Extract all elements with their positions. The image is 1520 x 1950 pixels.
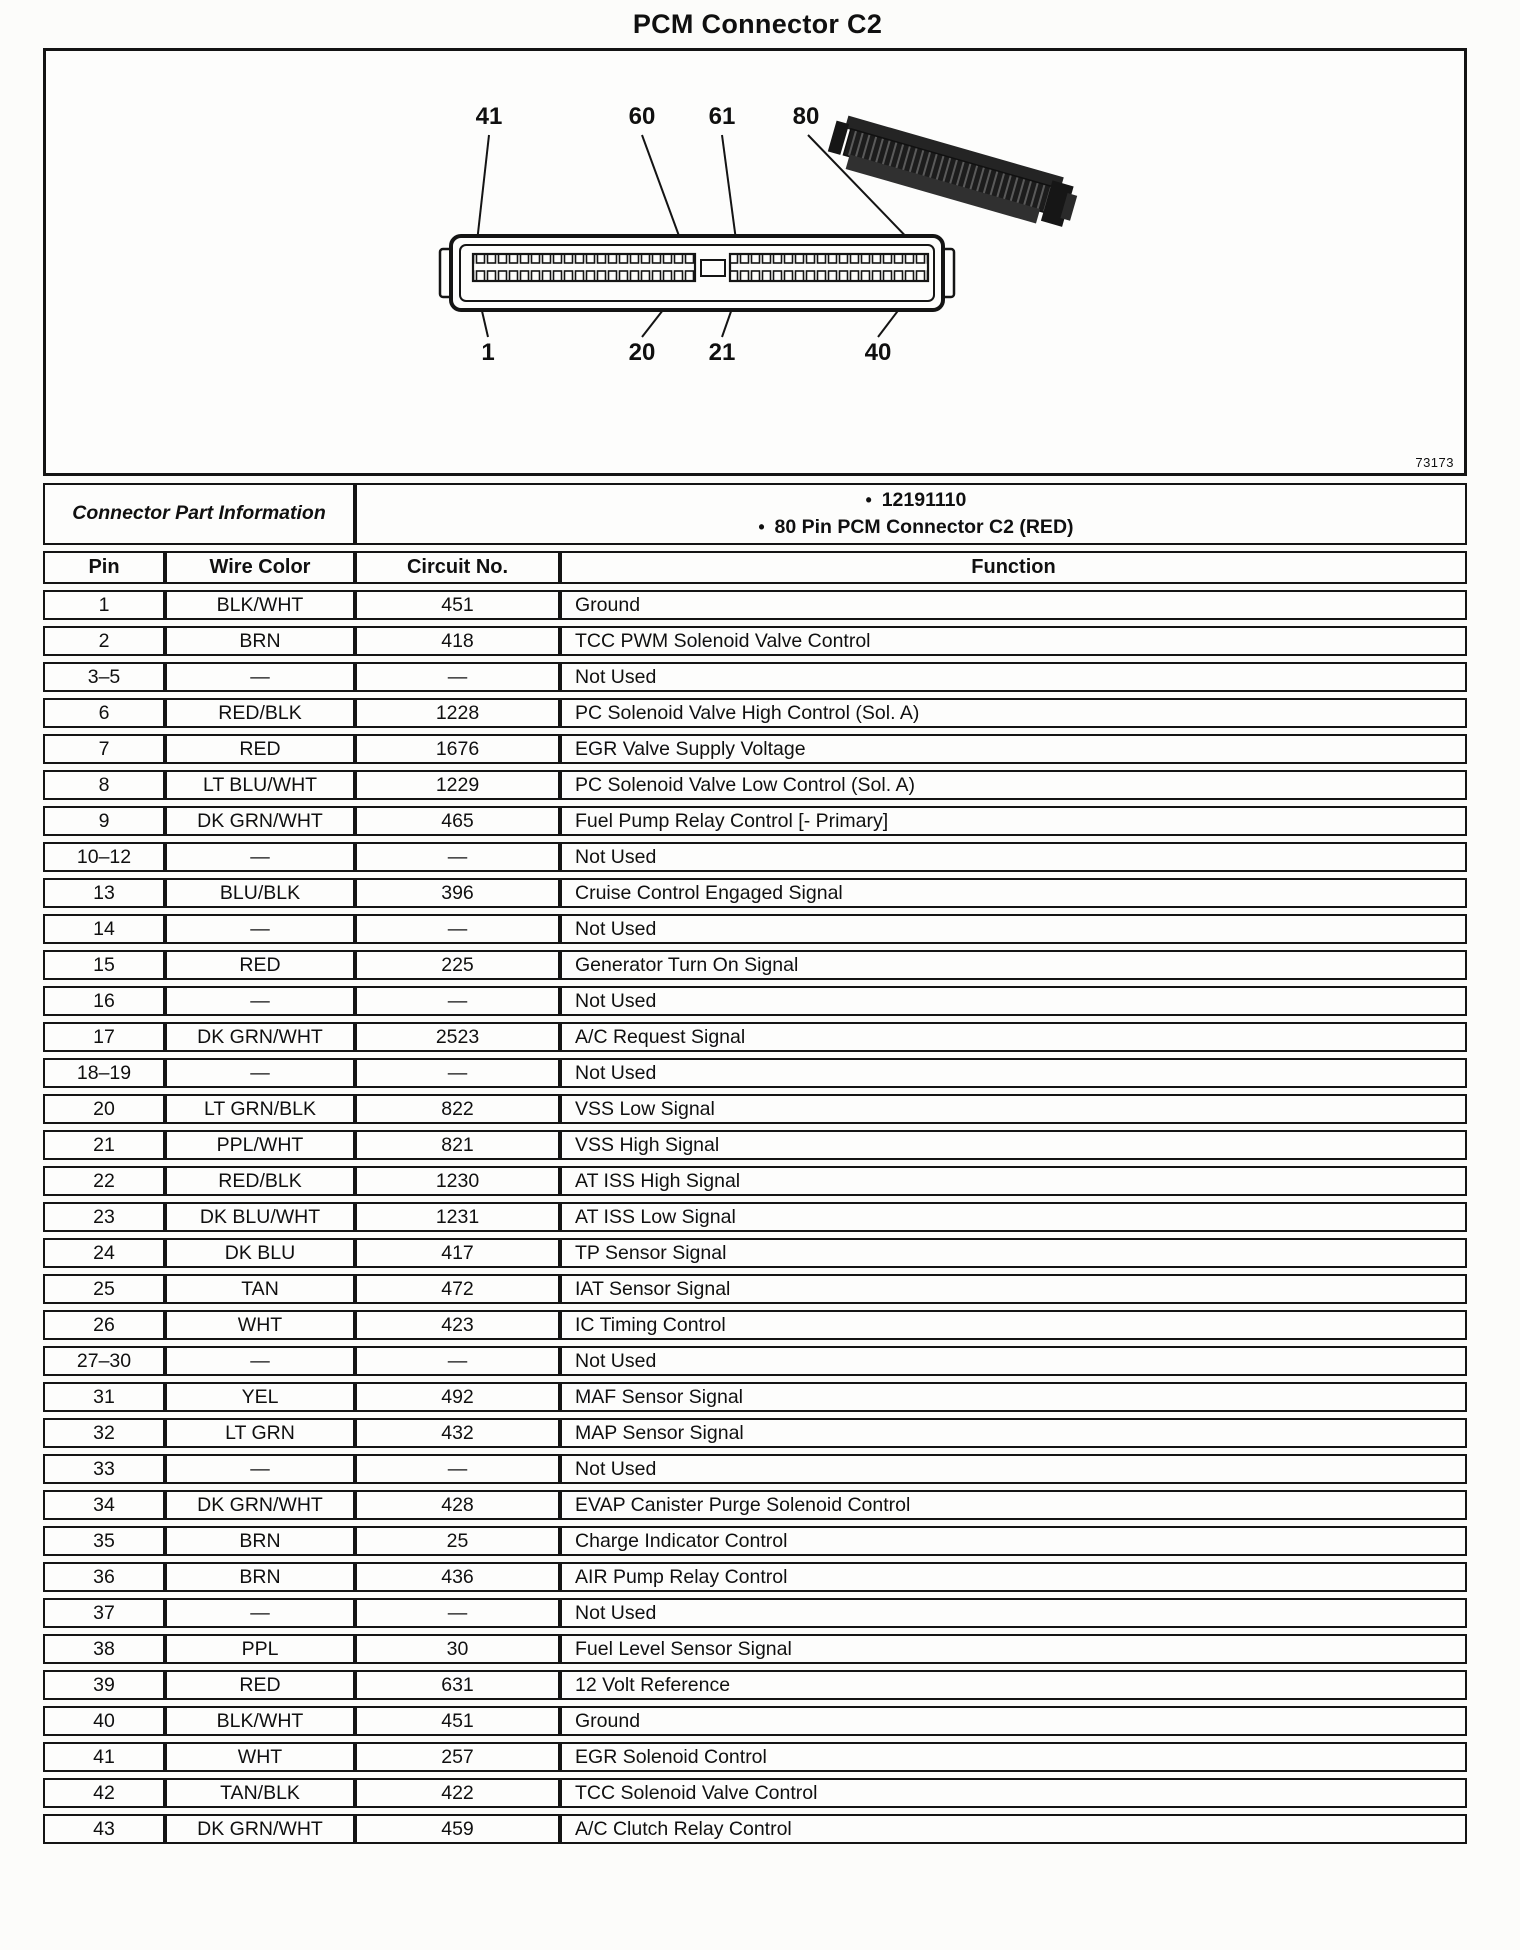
circuit-cell: 428 (355, 1490, 560, 1520)
function-cell: IAT Sensor Signal (560, 1274, 1467, 1304)
function-cell: TCC PWM Solenoid Valve Control (560, 626, 1467, 656)
circuit-cell: — (355, 1346, 560, 1376)
wire-color-cell: TAN/BLK (165, 1778, 355, 1808)
connector-drawing (46, 51, 1470, 475)
pin-cell: 26 (43, 1310, 165, 1340)
circuit-cell: — (355, 1598, 560, 1628)
wire-color-cell: — (165, 1058, 355, 1088)
table-row (43, 698, 1467, 728)
circuit-cell: 822 (355, 1094, 560, 1124)
pin-callout-21: 21 (708, 339, 736, 366)
table-row (43, 878, 1467, 908)
circuit-cell: 492 (355, 1382, 560, 1412)
circuit-cell: 1676 (355, 734, 560, 764)
function-cell: Ground (560, 1706, 1467, 1736)
wire-color-cell: WHT (165, 1310, 355, 1340)
pin-callout-61: 61 (708, 103, 736, 130)
function-cell: Not Used (560, 842, 1467, 872)
pin-callout-80: 80 (792, 103, 820, 130)
function-cell: Not Used (560, 1058, 1467, 1088)
table-row (43, 1022, 1467, 1052)
part-info-row (43, 483, 1467, 545)
header-wire: Wire Color (165, 551, 355, 584)
pin-cell: 32 (43, 1418, 165, 1448)
part-number: 12191110 (881, 489, 967, 511)
function-cell: Not Used (560, 914, 1467, 944)
table-row (43, 806, 1467, 836)
wire-color-cell: DK GRN/WHT (165, 1022, 355, 1052)
wire-color-cell: RED/BLK (165, 698, 355, 728)
wire-color-cell: PPL (165, 1634, 355, 1664)
table-row (43, 1598, 1467, 1628)
pin-callout-1: 1 (481, 339, 495, 366)
table-row (43, 1382, 1467, 1412)
pin-cell: 31 (43, 1382, 165, 1412)
table-row (43, 626, 1467, 656)
circuit-cell: 418 (355, 626, 560, 656)
pin-cell: 23 (43, 1202, 165, 1232)
wire-color-cell: — (165, 1598, 355, 1628)
table-row (43, 1238, 1467, 1268)
table-row (43, 770, 1467, 800)
circuit-cell: 225 (355, 950, 560, 980)
table-row (43, 842, 1467, 872)
header-pin: Pin (43, 551, 165, 584)
function-cell: A/C Request Signal (560, 1022, 1467, 1052)
table-row (43, 1490, 1467, 1520)
pin-cell: 43 (43, 1814, 165, 1844)
wire-color-cell: — (165, 1454, 355, 1484)
function-cell: EVAP Canister Purge Solenoid Control (560, 1490, 1467, 1520)
circuit-cell: 30 (355, 1634, 560, 1664)
pin-cell: 21 (43, 1130, 165, 1160)
circuit-cell: 2523 (355, 1022, 560, 1052)
circuit-cell: — (355, 842, 560, 872)
circuit-cell: 432 (355, 1418, 560, 1448)
figure-number: 73173 (1415, 455, 1454, 470)
pin-cell: 6 (43, 698, 165, 728)
pin-cell: 20 (43, 1094, 165, 1124)
circuit-cell: 25 (355, 1526, 560, 1556)
table-row (43, 914, 1467, 944)
pin-cell: 33 (43, 1454, 165, 1484)
pin-cell: 25 (43, 1274, 165, 1304)
function-cell: AT ISS High Signal (560, 1166, 1467, 1196)
pin-cell: 35 (43, 1526, 165, 1556)
wire-color-cell: BLK/WHT (165, 1706, 355, 1736)
connector-description: 80 Pin PCM Connector C2 (RED) (774, 516, 1074, 538)
table-row (43, 1562, 1467, 1592)
function-cell: EGR Solenoid Control (560, 1742, 1467, 1772)
table-row (43, 1310, 1467, 1340)
table-row (43, 590, 1467, 620)
wire-color-cell: RED/BLK (165, 1166, 355, 1196)
circuit-cell: 472 (355, 1274, 560, 1304)
function-cell: Fuel Pump Relay Control [- Primary] (560, 806, 1467, 836)
wire-color-cell: — (165, 914, 355, 944)
function-cell: 12 Volt Reference (560, 1670, 1467, 1700)
pinout-table (43, 477, 1467, 1850)
function-cell: PC Solenoid Valve Low Control (Sol. A) (560, 770, 1467, 800)
connector-iso-view (824, 113, 1081, 232)
function-cell: AIR Pump Relay Control (560, 1562, 1467, 1592)
circuit-cell: 396 (355, 878, 560, 908)
pin-cell: 22 (43, 1166, 165, 1196)
function-cell: A/C Clutch Relay Control (560, 1814, 1467, 1844)
function-cell: Charge Indicator Control (560, 1526, 1467, 1556)
wire-color-cell: BRN (165, 1526, 355, 1556)
pin-cell: 3–5 (43, 662, 165, 692)
circuit-cell: — (355, 986, 560, 1016)
pin-callout-60: 60 (628, 103, 656, 130)
table-row (43, 1094, 1467, 1124)
function-cell: AT ISS Low Signal (560, 1202, 1467, 1232)
function-cell: Generator Turn On Signal (560, 950, 1467, 980)
wire-color-cell: DK BLU/WHT (165, 1202, 355, 1232)
table-row (43, 1418, 1467, 1448)
table-row (43, 1274, 1467, 1304)
pin-callout-20: 20 (628, 339, 656, 366)
circuit-cell: — (355, 914, 560, 944)
function-cell: VSS High Signal (560, 1130, 1467, 1160)
table-row (43, 1058, 1467, 1088)
wire-color-cell: DK GRN/WHT (165, 1814, 355, 1844)
circuit-cell: 257 (355, 1742, 560, 1772)
wire-color-cell: DK GRN/WHT (165, 1490, 355, 1520)
pin-cell: 13 (43, 878, 165, 908)
table-row (43, 1130, 1467, 1160)
table-row (43, 1526, 1467, 1556)
connector-part-info-label: Connector Part Information (43, 483, 355, 545)
connector-description-line (361, 514, 1461, 541)
table-row (43, 1742, 1467, 1772)
pin-cell: 36 (43, 1562, 165, 1592)
function-cell: Ground (560, 590, 1467, 620)
function-cell: Cruise Control Engaged Signal (560, 878, 1467, 908)
pin-cell: 42 (43, 1778, 165, 1808)
function-cell: MAP Sensor Signal (560, 1418, 1467, 1448)
function-cell: Not Used (560, 1346, 1467, 1376)
connector-diagram (43, 48, 1467, 476)
pin-cell: 2 (43, 626, 165, 656)
pin-cell: 7 (43, 734, 165, 764)
connector-part-info-values (355, 483, 1467, 545)
function-cell: IC Timing Control (560, 1310, 1467, 1340)
table-row (43, 1166, 1467, 1196)
table-row (43, 1202, 1467, 1232)
connector-front-view (440, 236, 954, 310)
pin-cell: 8 (43, 770, 165, 800)
function-cell: Not Used (560, 1454, 1467, 1484)
page-title: PCM Connector C2 (632, 9, 883, 39)
wire-color-cell: BLU/BLK (165, 878, 355, 908)
table-row (43, 1670, 1467, 1700)
part-number-line (361, 487, 1461, 514)
function-cell: PC Solenoid Valve High Control (Sol. A) (560, 698, 1467, 728)
table-row (43, 1706, 1467, 1736)
header-function: Function (560, 551, 1467, 584)
pin-cell: 10–12 (43, 842, 165, 872)
pin-cell: 41 (43, 1742, 165, 1772)
wire-color-cell: — (165, 986, 355, 1016)
wire-color-cell: — (165, 662, 355, 692)
header-circuit: Circuit No. (355, 551, 560, 584)
pin-cell: 16 (43, 986, 165, 1016)
table-row (43, 662, 1467, 692)
function-cell: Not Used (560, 1598, 1467, 1628)
circuit-cell: 451 (355, 590, 560, 620)
pin-cell: 40 (43, 1706, 165, 1736)
wire-color-cell: DK GRN/WHT (165, 806, 355, 836)
wire-color-cell: TAN (165, 1274, 355, 1304)
circuit-cell: 451 (355, 1706, 560, 1736)
pin-cell: 37 (43, 1598, 165, 1628)
circuit-cell: 422 (355, 1778, 560, 1808)
pin-cell: 27–30 (43, 1346, 165, 1376)
function-cell: TCC Solenoid Valve Control (560, 1778, 1467, 1808)
circuit-cell: 417 (355, 1238, 560, 1268)
circuit-cell: 631 (355, 1670, 560, 1700)
circuit-cell: 821 (355, 1130, 560, 1160)
table-row (43, 734, 1467, 764)
circuit-cell: 1230 (355, 1166, 560, 1196)
pin-callout-41: 41 (475, 103, 503, 130)
wire-color-cell: WHT (165, 1742, 355, 1772)
wire-color-cell: BRN (165, 1562, 355, 1592)
function-cell: Not Used (560, 662, 1467, 692)
wire-color-cell: PPL/WHT (165, 1130, 355, 1160)
pin-cell: 39 (43, 1670, 165, 1700)
circuit-cell: 459 (355, 1814, 560, 1844)
wire-color-cell: LT GRN/BLK (165, 1094, 355, 1124)
pin-cell: 34 (43, 1490, 165, 1520)
circuit-cell: — (355, 1454, 560, 1484)
bullet-icon: • (758, 517, 765, 537)
bullet-icon: • (865, 490, 872, 510)
table-row (43, 1346, 1467, 1376)
pin-callout-40: 40 (864, 339, 892, 366)
circuit-cell: — (355, 1058, 560, 1088)
pin-cell: 18–19 (43, 1058, 165, 1088)
pin-cell: 17 (43, 1022, 165, 1052)
pin-cell: 14 (43, 914, 165, 944)
function-cell: Not Used (560, 986, 1467, 1016)
circuit-cell: 1229 (355, 770, 560, 800)
function-cell: MAF Sensor Signal (560, 1382, 1467, 1412)
circuit-cell: 436 (355, 1562, 560, 1592)
circuit-cell: 465 (355, 806, 560, 836)
circuit-cell: — (355, 662, 560, 692)
pin-cell: 15 (43, 950, 165, 980)
table-row (43, 1454, 1467, 1484)
pin-cell: 9 (43, 806, 165, 836)
table-header-row (43, 551, 1467, 584)
wire-color-cell: LT GRN (165, 1418, 355, 1448)
table-row (43, 986, 1467, 1016)
table-row (43, 1778, 1467, 1808)
wire-color-cell: YEL (165, 1382, 355, 1412)
wire-color-cell: RED (165, 950, 355, 980)
function-cell: VSS Low Signal (560, 1094, 1467, 1124)
table-row (43, 950, 1467, 980)
circuit-cell: 1228 (355, 698, 560, 728)
wire-color-cell: RED (165, 1670, 355, 1700)
pin-cell: 38 (43, 1634, 165, 1664)
pin-cell: 1 (43, 590, 165, 620)
wire-color-cell: — (165, 1346, 355, 1376)
wire-color-cell: BRN (165, 626, 355, 656)
wire-color-cell: — (165, 842, 355, 872)
wire-color-cell: BLK/WHT (165, 590, 355, 620)
table-row (43, 1634, 1467, 1664)
wire-color-cell: DK BLU (165, 1238, 355, 1268)
wire-color-cell: LT BLU/WHT (165, 770, 355, 800)
function-cell: TP Sensor Signal (560, 1238, 1467, 1268)
circuit-cell: 1231 (355, 1202, 560, 1232)
pin-cell: 24 (43, 1238, 165, 1268)
table-row (43, 1814, 1467, 1844)
circuit-cell: 423 (355, 1310, 560, 1340)
function-cell: EGR Valve Supply Voltage (560, 734, 1467, 764)
wire-color-cell: RED (165, 734, 355, 764)
function-cell: Fuel Level Sensor Signal (560, 1634, 1467, 1664)
